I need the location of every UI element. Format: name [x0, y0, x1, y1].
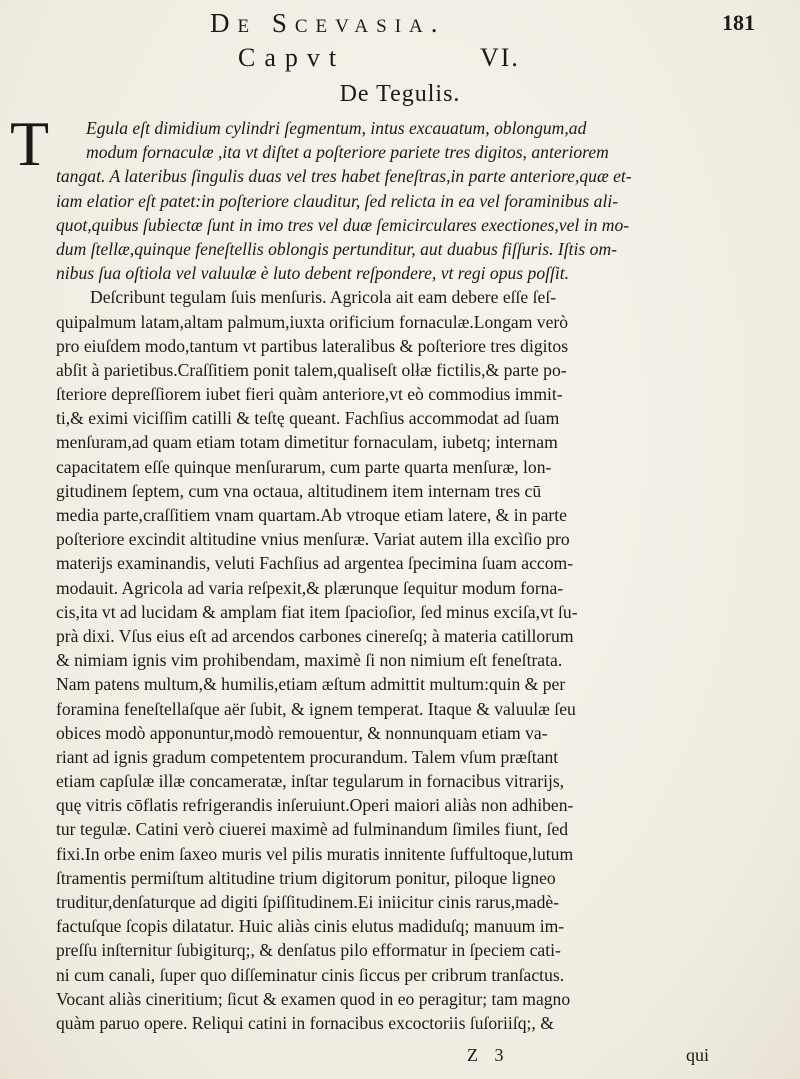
text-line: fixi.In orbe enim ſaxeo muris vel pilis muratis innitente ſuffultoque,lutum [56, 843, 574, 864]
text-line: media parte,craſſitiem vnam quartam.Ab vtroque etiam latere, & in parte [56, 505, 567, 525]
running-head-title: De Scevasia. [210, 8, 446, 38]
text-line: preſſu inſternitur ſubigiturq;, & denſatus pilo efformatur in ſpeciem cati- [56, 940, 561, 961]
text-line: riant ad ignis gradum competentem procurandum. Talem vſum præſtant [56, 746, 559, 767]
signature-mark: Z 3 [467, 1045, 510, 1065]
text-line: truditur,denſaturque ad digiti ſpiſſitudinem.Ei iniicitur cinis rarus,madè- [56, 892, 560, 912]
text-line: pro eiuſdem modo,tantum vt partibus lateralibus & poſteriore tres digitos [56, 335, 569, 356]
text-line: foramina feneſtellaſque aër ſubit, & ignem temperat. Itaque & valuulæ ſeu [56, 698, 576, 719]
text-line: factuſque ſcopis dilatatur. Huic aliàs cinis elutus madiduſq; manuum im- [56, 916, 565, 937]
drop-cap-initial: T [10, 108, 50, 179]
catchword: qui [686, 1045, 710, 1065]
text-line: Deſcribunt tegulam ſuis menſuris. Agricola ait eam debere eſſe ſeſ- [90, 287, 557, 308]
text-line: ſtramentis permiſtum altitudine trium digitorum ponitur, piloque ligneo [56, 867, 556, 888]
text-line: prà dixi. Vſus eius eſt ad arcendos carbones cinereſq; à materia catillorum [56, 625, 574, 646]
section-title: De Tegulis. [339, 81, 461, 107]
text-line: dum ſtellæ,quinque feneſtellis oblongis pertunditur, aut duabus fiſſuris. Iſtis om- [56, 238, 618, 259]
page-number: 181 [722, 10, 755, 35]
text-line: ſteriore depreſſiorem iubet fieri quàm anteriore,vt eò commodius immit- [56, 384, 563, 405]
text-line: materijs examinandis, veluti Fachſius ad argentea ſpecimina ſuam accom- [56, 553, 574, 574]
text-line: quipalmum latam,altam palmum,iuxta orificium fornaculæ.Longam verò [56, 311, 569, 332]
text-line: abſit à parietibus.Craſſitiem ponit talem,qualiseſt olłæ fictilis,& parte po- [56, 359, 567, 380]
text-line: quę vitris cōflatis refrigerandis inſeruiunt.Operi maiori aliàs non adhiben- [56, 795, 574, 816]
chapter-number: VI. [480, 43, 520, 72]
text-line: quàm paruo opere. Reliqui catini in fornacibus excoctoriis ſuſoriiſq;, & [56, 1012, 554, 1033]
text-line: ti,& eximi viciſſim catilli & teſtę queant. Fachſius accommodat ad ſuam [56, 408, 560, 429]
text-line: obices modò apponuntur,modò remouentur, & nonnunquam etiam va- [56, 722, 548, 743]
roman-paragraph [56, 285, 768, 1035]
running-head [0, 8, 800, 48]
chapter-label: Capvt [238, 43, 346, 72]
text-line: poſteriore excindit altitudine vnius menſuræ. Variat autem illa excìſio pro [56, 529, 570, 550]
text-line: tangat. A lateribus ſingulis duas vel tres habet feneſtras,in parte anteriore,quæ et- [56, 166, 632, 187]
text-line: etiam capſulæ illæ concameratæ, inſtar tegularum in fornacibus vitrarijs, [56, 771, 565, 792]
text-line: menſuram,ad quam etiam totam dimetitur fornaculam, iubetq; internam [56, 432, 558, 453]
text-line: iam elatior eſt patet:in poſteriore clauditur, ſed relicta in ea vel foraminibus ali- [56, 190, 619, 211]
italic-paragraph [56, 116, 768, 285]
page-footer [0, 1045, 800, 1073]
text-line: Nam patens multum,& humilis,etiam æſtum admittit multum:quin & per [56, 674, 566, 695]
text-line: nibus ſua oſtiola vel valuulæ è luto debent reſpondere, vt regi opus poſſit. [56, 263, 570, 284]
text-line: modauit. Agricola ad varia reſpexit,& plærunque ſequitur modum forna- [56, 577, 564, 598]
text-line: gitudinem ſeptem, cum vna octaua, altitudinem item internam tres cū [56, 480, 542, 501]
text-line: ni cum canali, ſuper quo diſſeminatur cinis ſiccus per cribrum tranſactus. [56, 964, 565, 985]
text-line: capacitatem eſſe quinque menſurarum, cum parte quarta menſuræ, lon- [56, 456, 552, 477]
text-line: Egula eſt dimidium cylindri ſegmentum, intus excauatum, oblongum,ad [86, 118, 587, 138]
text-line: modum fornaculæ ,ita vt diſtet a poſteriore pariete tres digitos, anteriorem [86, 142, 609, 163]
chapter-heading [0, 43, 800, 83]
text-line: quot,quibus ſubiectæ ſunt in imo tres vel duæ ſemicirculares exectiones,vel in mo- [56, 214, 630, 235]
text-line: & nimiam ignis vim prohibendam, maximè ſi non nimium eſt feneſtrata. [56, 650, 563, 671]
text-line: tur tegulæ. Catini verò ciuerei maximè ad fulminandum ſimiles fiunt, ſed [56, 819, 569, 840]
text-line: cis,ita vt ad lucidam & amplam fiat item ſpacioſior, ſed minus exciſa,vt ſu- [56, 601, 578, 622]
body-text [56, 116, 768, 1035]
text-line: Vocant aliàs cineritium; ſicut & examen quod in eo peragitur; tam magno [56, 988, 571, 1009]
